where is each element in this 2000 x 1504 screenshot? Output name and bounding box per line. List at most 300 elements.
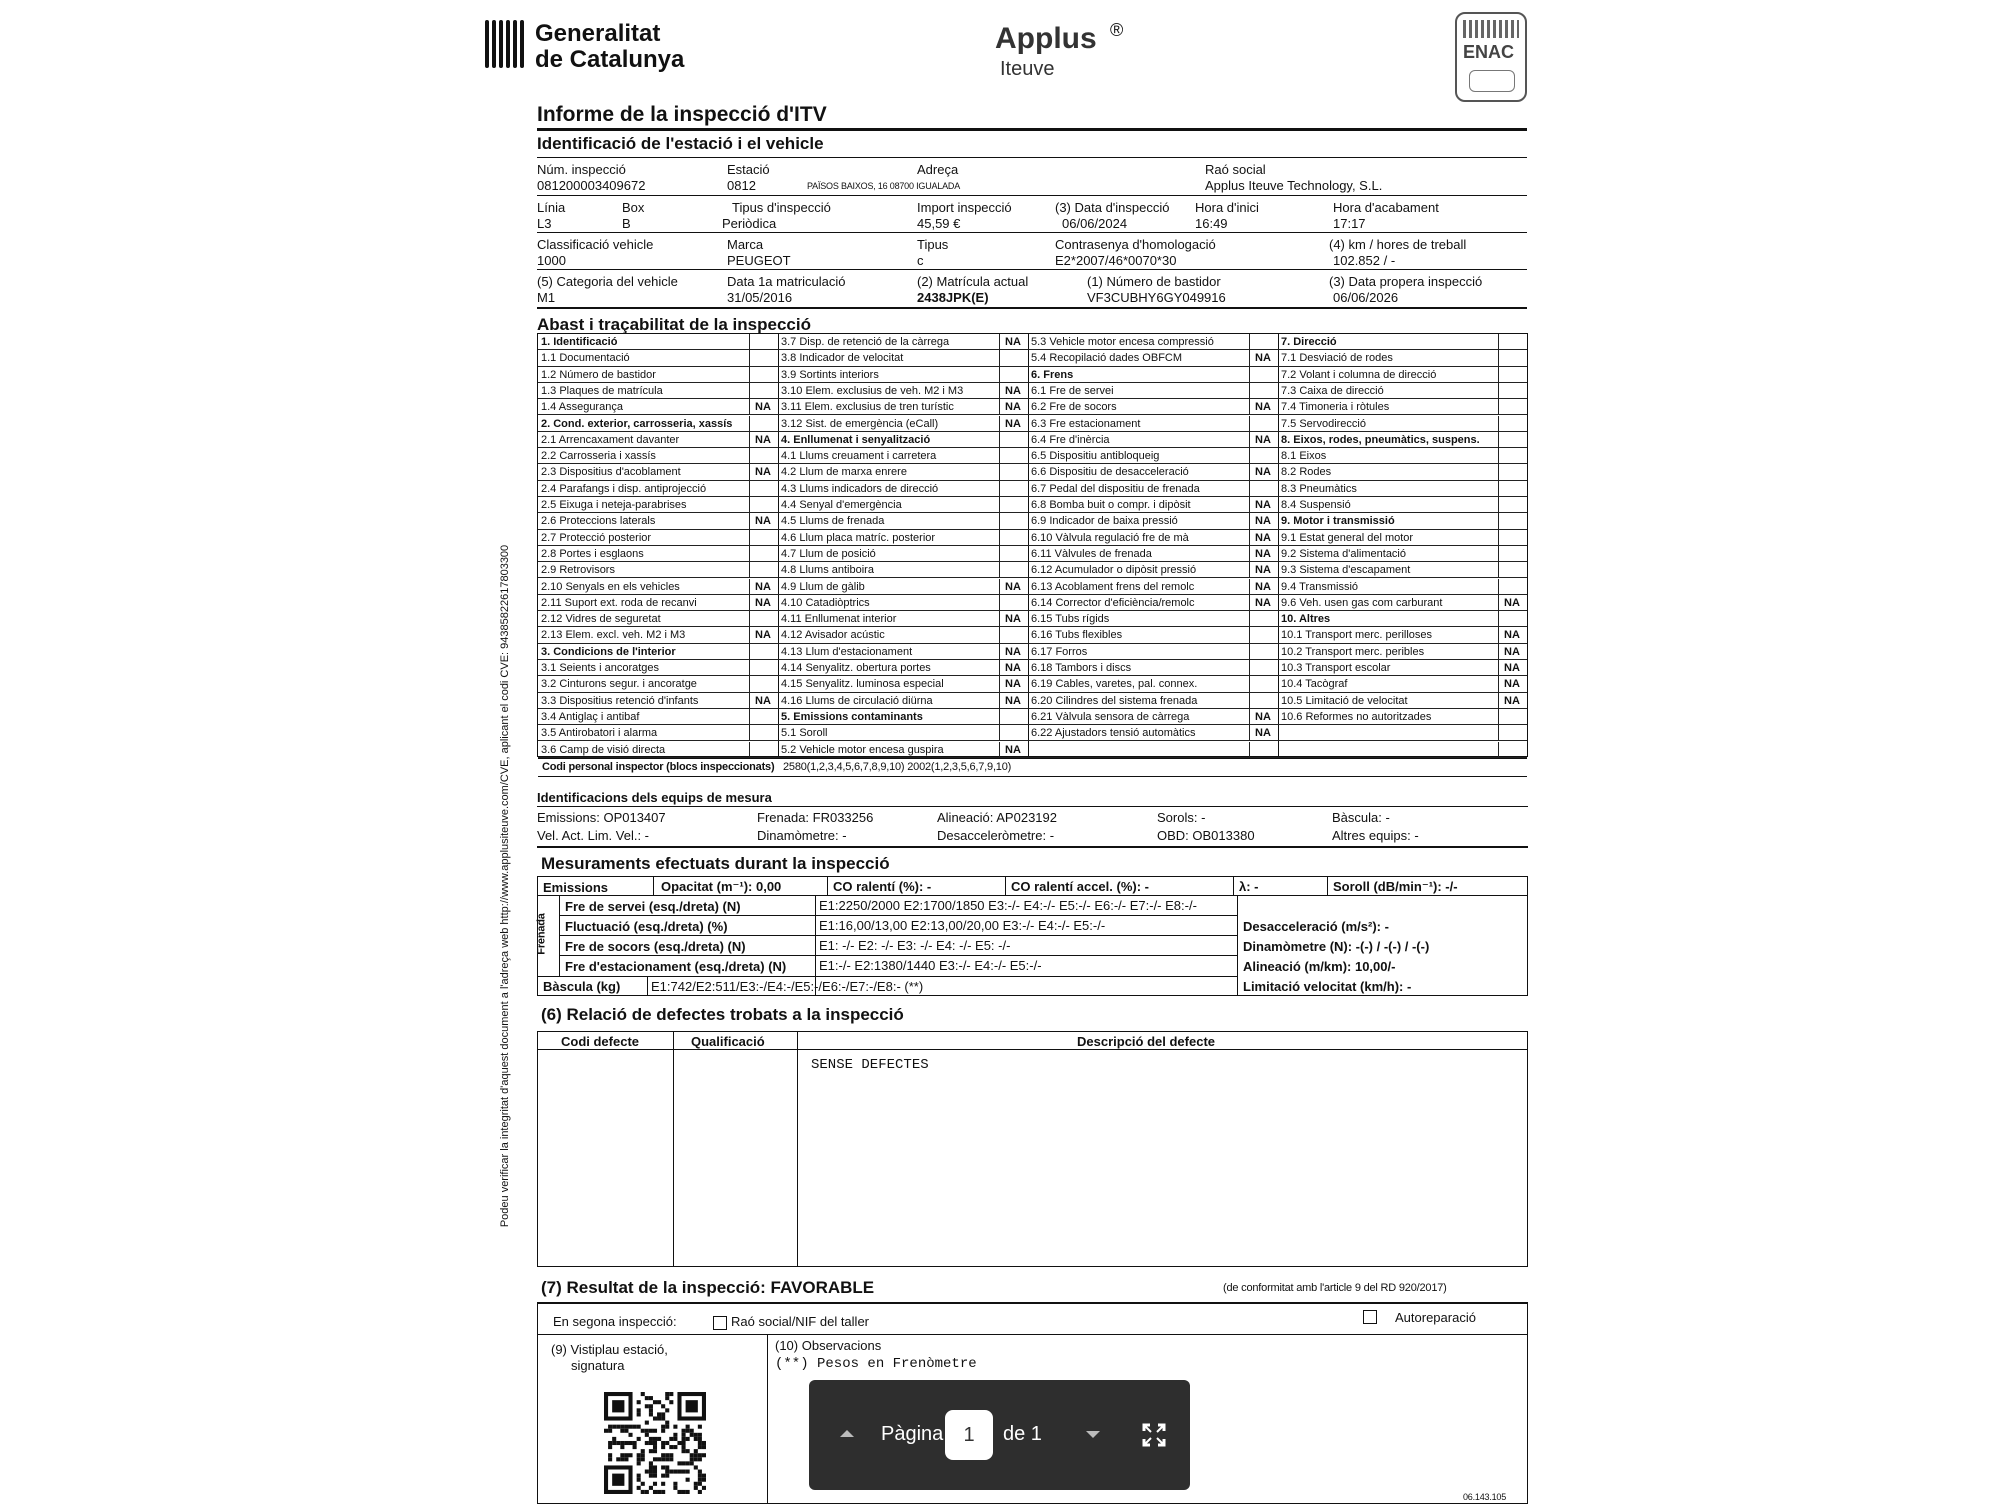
- checklist-item-cell: [1249, 644, 1278, 659]
- checklist-item: [538, 693, 778, 709]
- opacitat: Opacitat (m⁻¹): 0,00: [661, 879, 782, 894]
- checklist-item: [778, 579, 1028, 595]
- checklist-item-cell: [1249, 448, 1278, 463]
- checklist-item-cell: [1498, 725, 1527, 740]
- checklist-item: [1028, 513, 1278, 529]
- checklist-item-label: 3.5 Antirobatori i alarma: [541, 727, 658, 740]
- checklist-item-label: 1.1 Documentació: [541, 352, 630, 365]
- tipus-inspeccio: Periòdica: [722, 216, 777, 231]
- next-page-button[interactable]: [1081, 1422, 1105, 1446]
- checklist-item: [538, 350, 778, 366]
- checklist-item-cell: [1249, 481, 1278, 496]
- checklist-item-cell: [1498, 709, 1527, 724]
- checklist-item-na: NA: [999, 383, 1026, 398]
- checklist-item-na: NA: [1249, 432, 1276, 447]
- checklist-item: [1278, 627, 1527, 643]
- checklist-item-cell: [749, 350, 778, 365]
- checklist-item-na: NA: [999, 416, 1026, 431]
- checklist-item-cell: [1249, 383, 1278, 398]
- checklist-item-label: 8.2 Rodes: [1281, 466, 1332, 479]
- checklist-item-label: 6.3 Fre estacionament: [1031, 417, 1141, 430]
- checklist-item-label: 6.16 Tubs flexibles: [1031, 629, 1123, 642]
- checklist-item: [1278, 530, 1527, 546]
- checklist-item-label: 7.3 Caixa de direcció: [1281, 384, 1384, 397]
- checklist-item-label: 2.5 Eixuga i neteja-parabrises: [541, 499, 687, 511]
- equips-title: Identificacions dels equips de mesura: [537, 790, 772, 805]
- checklist-item-label: 1.3 Plaques de matrícula: [541, 384, 663, 397]
- checklist-item: [1028, 742, 1278, 758]
- checklist-item: [1028, 562, 1278, 578]
- checklist-item-label: 2.1 Arrencaxament davanter: [541, 433, 680, 446]
- checklist-item: [1278, 367, 1527, 383]
- checklist-item-label: 2.2 Carrosseria i xassís: [541, 450, 656, 463]
- checklist-item-label: 6.20 Cilindres del sistema frenada: [1031, 694, 1198, 707]
- checklist-item-na: NA: [1249, 709, 1276, 724]
- checklist-item: [778, 530, 1028, 546]
- checklist-item-label: 3. Condicions de l'interior: [541, 645, 676, 658]
- checklist-item-na: NA: [1249, 546, 1276, 561]
- checklist-item-cell: [749, 448, 778, 463]
- checklist-item-label: 1. Identificació: [541, 336, 618, 348]
- checklist-item-cell: [1498, 611, 1527, 626]
- checklist-item: [778, 448, 1028, 464]
- checklist-item-label: 6. Frens: [1031, 368, 1074, 381]
- checklist-col-2: [778, 334, 1029, 756]
- checklist-item: [1028, 627, 1278, 643]
- checklist-item-label: 2. Cond. exterior, carrosseria, xassís: [541, 417, 733, 430]
- checklist-item: [778, 709, 1028, 725]
- checklist-item-cell: [749, 644, 778, 659]
- checklist-item: [778, 497, 1028, 513]
- checklist-item-cell: [999, 546, 1028, 561]
- checklist-item-cell: [1498, 481, 1527, 496]
- checklist-item: [1278, 416, 1527, 432]
- checklist-item-label: 4.2 Llum de marxa enrere: [781, 466, 907, 479]
- checklist-item-na: NA: [1249, 497, 1276, 512]
- checklist-item: [778, 660, 1028, 676]
- checklist-item-label: 8.1 Eixos: [1281, 450, 1327, 463]
- checklist-item-cell: [999, 513, 1028, 528]
- checklist-item: [1028, 676, 1278, 692]
- checklist-item: [1278, 579, 1527, 595]
- checklist-item: [1278, 562, 1527, 578]
- checklist-item-label: 2.8 Portes i esglaons: [541, 547, 644, 560]
- checklist-item: [778, 725, 1028, 741]
- checklist-item-label: 4.5 Llums de frenada: [781, 515, 885, 528]
- resultat-title: (7) Resultat de la inspecció: FAVORABLE: [541, 1278, 875, 1297]
- checklist-item-na: NA: [749, 595, 776, 610]
- checklist-item-na: NA: [1498, 595, 1525, 610]
- page-number-input[interactable]: 1: [945, 1410, 993, 1460]
- checklist-item: [1028, 660, 1278, 676]
- checklist-item-na: NA: [1249, 399, 1276, 414]
- checklist-item-label: 3.9 Sortints interiors: [781, 368, 879, 381]
- checklist-item-label: 6.15 Tubs rígids: [1031, 613, 1110, 626]
- checklist-item-label: 6.8 Bomba buit o compr. i dipòsit: [1031, 499, 1191, 511]
- checklist-item-na: NA: [1249, 595, 1276, 610]
- checklist-item-label: 5.3 Vehicle motor encesa compressió: [1031, 336, 1214, 348]
- checklist-item-na: NA: [1249, 350, 1276, 365]
- checklist-item-na: NA: [1498, 676, 1525, 691]
- checklist-item-label: 10.1 Transport merc. perilloses: [1281, 629, 1433, 642]
- fre-servei-value: E1:2250/2000 E2:1700/1850 E3:-/- E4:-/- E5:-/- E6:-/- E7:-/- E8:-/-: [819, 898, 1197, 913]
- checklist-item-cell: [999, 709, 1028, 724]
- prev-page-button[interactable]: [835, 1422, 859, 1446]
- checklist-item-cell: [749, 546, 778, 561]
- checklist-item-cell: [999, 595, 1028, 610]
- checklist-item-cell: [1249, 693, 1278, 708]
- checklist-item-label: 4.14 Senyalitz. obertura portes: [781, 662, 931, 674]
- checklist-item: [778, 595, 1028, 611]
- checklist-item-label: 4.3 Llums indicadors de direcció: [781, 482, 939, 495]
- document-page: Generalitat de Catalunya Applus ® Iteuve ENAC Informe de la inspecció d'ITV Identificació de l'estació i el vehicle Núm. inspecció 081200003409672 Estació 0812 Adreça PAÏSOS BAIXOS, 16 08700 IGUALADA Raó social Applus Iteuve Technology, S.L. Línia L3 Box B Tipus d'inspecció Periòdica Import inspecció 45,59 € (3) Data d'inspecció 06/06/2024 Hora d'inici 16:49 Hora d'acabament 17:17 Classificació vehicle 1000 Marca PEUGEOT Tipus c Contrasenya d'homologació E2*2007/46*0070*30 (4) km / hores de treball 102.852 / - (5) Categoria del vehicle M1 Data 1a matriculació 31/05/2016 (2) Matrícula actual 2438JPK(E) (1) Número de bastidor VF3CUBHY6GY049916 (3) Data propera inspecció 06/06/2026 Abast i traçabilitat de la inspecció: [485, 10, 1545, 1500]
- checklist-item-label: 6.10 Vàlvula regulació fre de mà: [1031, 531, 1189, 544]
- checklist-item-cell: [749, 676, 778, 691]
- checklist-item: [778, 481, 1028, 497]
- checklist-item: [778, 334, 1028, 350]
- checklist-item-na: NA: [749, 627, 776, 642]
- checklist-item-na: NA: [1249, 513, 1276, 528]
- checklist-item-label: 2.4 Parafangs i disp. antiprojecció: [541, 482, 707, 495]
- checklist-item: [538, 611, 778, 627]
- checklist-item-label: 4.9 Llum de gàlib: [781, 580, 865, 593]
- checklist-item-label: 4.13 Llum d'estacionament: [781, 645, 913, 658]
- checklist-item-label: 10.4 Tacògraf: [1281, 678, 1348, 691]
- checklist-item-cell: [1498, 416, 1527, 431]
- rao-social: Applus Iteuve Technology, S.L.: [1205, 178, 1383, 193]
- checklist-item-na: NA: [749, 399, 776, 414]
- checklist-item: [1278, 660, 1527, 676]
- equips-block: Identificacions dels equips de mesura Emissions: OP013407 Frenada: FR033256 Alineació: AP023192 Sorols: - Bàscula: - Vel. Act. Lim. Vel.: - Dinamòmetre: - Desacceleròmetre: - OBD: OB013380 Altres equips: -: [537, 790, 1528, 850]
- adreca: PAÏSOS BAIXOS, 16 08700 IGUALADA: [807, 181, 961, 191]
- mesuraments-title: Mesuraments efectuats durant la inspecció: [541, 854, 890, 873]
- checklist-item-label: 10.5 Limitació de velocitat: [1281, 694, 1408, 707]
- checklist-item-cell: [999, 350, 1028, 365]
- checklist-item-cell: [1249, 416, 1278, 431]
- checklist-item: [538, 497, 778, 513]
- checklist-item-label: 9.2 Sistema d'alimentació: [1281, 547, 1406, 560]
- checklist-item: [1028, 595, 1278, 611]
- checklist-item: [778, 383, 1028, 399]
- checklist-item-label: 9.3 Sistema d'escapament: [1281, 564, 1411, 577]
- checklist-item-cell: [1498, 497, 1527, 512]
- checklist-item-cell: [1498, 562, 1527, 577]
- checklist-item-cell: [749, 481, 778, 496]
- checklist-item-cell: [749, 497, 778, 512]
- checklist-item-label: 4.12 Avisador acústic: [781, 629, 885, 642]
- checklist-item-na: NA: [1249, 530, 1276, 545]
- checklist-item-na: NA: [1498, 644, 1525, 659]
- checklist-item-label: 6.13 Acoblament frens del remolc: [1031, 580, 1195, 593]
- checklist-item-cell: [1498, 367, 1527, 382]
- checklist-item-label: 2.3 Dispositius d'acoblament: [541, 466, 681, 479]
- checklist-item-cell: [749, 334, 778, 349]
- checklist-item: [538, 676, 778, 692]
- chevron-down-icon: [1081, 1422, 1105, 1446]
- checklist-item: [778, 399, 1028, 415]
- checklist-item-label: 4.8 Llums antiboira: [781, 564, 874, 577]
- checklist-item-label: 6.18 Tambors i discs: [1031, 662, 1132, 674]
- checklist-item: [778, 676, 1028, 692]
- checklist-item-label: 4.4 Senyal d'emergència: [781, 499, 902, 511]
- estacio: 0812: [727, 178, 756, 193]
- checklist-item: [538, 383, 778, 399]
- checklist-item-label: 6.6 Dispositiu de desacceleració: [1031, 466, 1189, 479]
- fullscreen-button[interactable]: [1141, 1422, 1167, 1448]
- checklist-item: [538, 481, 778, 497]
- autoreparacio-checkbox[interactable]: [1363, 1310, 1377, 1324]
- checklist-item: [1278, 481, 1527, 497]
- checklist-item-label: 3.12 Sist. de emergència (eCall): [781, 417, 939, 430]
- checklist-item: [538, 448, 778, 464]
- checklist-item-cell: [1249, 611, 1278, 626]
- checklist-col-4: [1278, 334, 1527, 756]
- checklist-item-na: NA: [999, 693, 1026, 708]
- checklist-item-cell: [1498, 350, 1527, 365]
- checklist-item-cell: [999, 464, 1028, 479]
- checklist-item: [1028, 416, 1278, 432]
- checklist-item-na: NA: [1249, 725, 1276, 740]
- checklist-item-label: 6.9 Indicador de baixa pressió: [1031, 515, 1178, 528]
- checklist-item-label: 4. Enllumenat i senyalització: [781, 433, 931, 446]
- checklist-item-label: 3.11 Elem. exclusius de tren turístic: [781, 401, 954, 414]
- checklist-item: [1028, 334, 1278, 350]
- checklist-item: [1028, 367, 1278, 383]
- checklist-item-cell: [1249, 627, 1278, 642]
- checklist-item-label: 8. Eixos, rodes, pneumàtics, suspens.: [1281, 433, 1480, 446]
- checklist-item-na: NA: [749, 513, 776, 528]
- checklist-item-na: NA: [999, 399, 1026, 414]
- checklist-item-na: NA: [999, 660, 1026, 675]
- checklist-item: [1028, 383, 1278, 399]
- checklist-item: [1028, 448, 1278, 464]
- checklist-item-na: NA: [749, 579, 776, 594]
- checklist-item-cell: [749, 725, 778, 740]
- checklist-item: [1028, 644, 1278, 660]
- checklist-item-label: 6.21 Vàlvula sensora de càrrega: [1031, 710, 1190, 723]
- checklist-item: [778, 611, 1028, 627]
- checklist-item: [1278, 399, 1527, 415]
- checklist-item: [538, 644, 778, 660]
- checklist-item: [778, 432, 1028, 448]
- checklist-item-na: NA: [999, 742, 1026, 757]
- checklist-item: [1028, 350, 1278, 366]
- checklist-item-label: 2.10 Senyals en els vehicles: [541, 580, 680, 593]
- checklist-item-cell: [1498, 383, 1527, 398]
- checklist-item-cell: [1498, 579, 1527, 594]
- footer-code: 06.143.105: [1463, 1492, 1507, 1502]
- defectes-block: (6) Relació de defectes trobats a la inspecció Codi defecte Qualificació Descripció del defecte SENSE DEFECTES: [537, 1005, 1528, 1270]
- checklist-item: [538, 742, 778, 758]
- checklist-item-label: 9. Motor i transmissió: [1281, 515, 1395, 528]
- checklist-item: [1028, 611, 1278, 627]
- enac-seal: ENAC: [1455, 12, 1527, 102]
- chevron-up-icon: [835, 1422, 859, 1446]
- checklist-item-cell: [749, 530, 778, 545]
- checklist-item-label: 3.7 Disp. de retenció de la càrrega: [781, 336, 950, 348]
- checklist-item-cell: [999, 497, 1028, 512]
- checklist-item: [778, 416, 1028, 432]
- checklist-item: [1278, 546, 1527, 562]
- checklist-item-cell: [1498, 448, 1527, 463]
- qr-code-icon: [604, 1392, 706, 1494]
- checklist-item-label: 10.6 Reformes no autoritzades: [1281, 710, 1432, 723]
- checklist-item-label: 9.1 Estat general del motor: [1281, 531, 1414, 544]
- checklist-item: [538, 595, 778, 611]
- checklist-item: [778, 546, 1028, 562]
- checklist-item-label: 1.2 Número de bastidor: [541, 368, 656, 381]
- checklist-item: [1278, 497, 1527, 513]
- checklist-item-cell: [999, 562, 1028, 577]
- checklist-item-cell: [1498, 513, 1527, 528]
- checklist-item-label: 3.4 Antiglaç i antibaf: [541, 710, 640, 723]
- checklist-item-cell: [999, 448, 1028, 463]
- checklist-item-label: 3.10 Elem. exclusius de veh. M2 i M3: [781, 384, 964, 397]
- checklist-item-cell: [749, 383, 778, 398]
- defectes-title: (6) Relació de defectes trobats a la inspecció: [541, 1005, 904, 1024]
- checklist-item-label: 6.1 Fre de servei: [1031, 384, 1114, 397]
- checklist-item-cell: [1249, 367, 1278, 382]
- codi-inspector-row: Codi personal inspector (blocs inspeccionats) 2580(1,2,3,4,5,6,7,8,9,10) 2002(1,2,3,5,6,7,9,10): [538, 758, 1527, 777]
- checklist-item-na: NA: [1498, 693, 1525, 708]
- checklist-item: [1278, 334, 1527, 350]
- matricula: 2438JPK(E): [917, 290, 989, 305]
- checklist-item-cell: [749, 742, 778, 757]
- checklist-item-label: 6.12 Acumulador o dipòsit pressió: [1031, 564, 1197, 577]
- section-title-abast: Abast i traçabilitat de la inspecció: [537, 315, 811, 334]
- checklist-item: [778, 742, 1028, 758]
- checklist-item: [1028, 497, 1278, 513]
- checklist-item: [538, 627, 778, 643]
- checklist-item-cell: [999, 481, 1028, 496]
- checklist-item: [778, 350, 1028, 366]
- checklist-item-label: 5.1 Soroll: [781, 727, 828, 740]
- checklist-item-label: 4.11 Enllumenat interior: [781, 613, 897, 626]
- checklist-item: [538, 660, 778, 676]
- checklist-item: [1028, 725, 1278, 741]
- checklist-item: [1028, 579, 1278, 595]
- checklist-item-label: 7. Direcció: [1281, 336, 1337, 348]
- checklist-item: [1278, 448, 1527, 464]
- checklist-item: [1278, 350, 1527, 366]
- checklist-item-label: 2.11 Suport ext. roda de recanvi: [541, 596, 697, 609]
- checklist-item-label: 7.5 Servodirecció: [1281, 417, 1366, 430]
- checklist-item-label: 10. Altres: [1281, 613, 1331, 626]
- checklist-item: [538, 546, 778, 562]
- checklist-item-label: 4.16 Llums de circulació diürna: [781, 694, 933, 707]
- checklist-item-cell: [749, 709, 778, 724]
- section-title-identificacio: Identificació de l'estació i el vehicle: [537, 134, 824, 153]
- checklist-item: [1028, 709, 1278, 725]
- side-verification-note: Podeu verificar la integritat d'aquest document a l'adreça web http://www.applusiteuve.com/CVE, aplicant el codi CVE: 94385822617803300: [499, 544, 511, 1228]
- checklist-item: [538, 432, 778, 448]
- checklist-item-na: NA: [1249, 579, 1276, 594]
- checklist-item: [778, 627, 1028, 643]
- checklist-item-label: 2.7 Protecció posterior: [541, 531, 652, 544]
- checklist-item: [1028, 481, 1278, 497]
- checklist-item-label: 1.4 Assegurança: [541, 401, 623, 414]
- checklist-item-label: 5.4 Recopilació dades OBFCM: [1031, 352, 1183, 365]
- checklist-item: [778, 513, 1028, 529]
- fullscreen-icon: [1141, 1422, 1167, 1448]
- checklist-item-cell: [1498, 742, 1527, 757]
- checklist-item-cell: [749, 416, 778, 431]
- checklist-item-na: NA: [1498, 627, 1525, 642]
- checklist-item-na: NA: [1249, 562, 1276, 577]
- num-inspeccio: 081200003409672: [537, 178, 646, 193]
- checklist-item: [1028, 464, 1278, 480]
- checklist-item: [538, 709, 778, 725]
- checklist-item-na: NA: [999, 611, 1026, 626]
- checklist-item: [538, 513, 778, 529]
- checklist-item-label: 2.13 Elem. excl. veh. M2 i M3: [541, 629, 686, 642]
- checklist-item-label: 5.2 Vehicle motor encesa guspira: [781, 743, 944, 756]
- checklist-item-cell: [1498, 432, 1527, 447]
- checklist-item: [538, 725, 778, 741]
- checklist-item: [1278, 464, 1527, 480]
- checklist-item-label: 4.10 Catadiòptrics: [781, 596, 870, 609]
- checklist-item-label: 6.17 Forros: [1031, 645, 1088, 658]
- checklist-item-cell: [1498, 530, 1527, 545]
- checklist-item-label: 6.22 Ajustadors tensió automàtics: [1031, 727, 1196, 740]
- checklist-item: [538, 416, 778, 432]
- checklist-item: [1278, 383, 1527, 399]
- checklist-item-label: 8.4 Suspensió: [1281, 499, 1351, 511]
- rao-taller-checkbox[interactable]: [713, 1316, 727, 1330]
- checklist-item-na: NA: [999, 579, 1026, 594]
- checklist-item: [1278, 709, 1527, 725]
- page-label: Pàgina: [881, 1423, 944, 1445]
- checklist-item-label: 2.12 Vidres de seguretat: [541, 613, 661, 626]
- generalitat-name-line1: Generalitat: [535, 20, 661, 47]
- checklist-item-label: 7.1 Desviació de rodes: [1281, 352, 1393, 365]
- checklist-item: [778, 367, 1028, 383]
- checklist-item: [538, 399, 778, 415]
- import-inspeccio: 45,59 €: [917, 216, 961, 231]
- checklist-item-label: 3.1 Seients i ancoratges: [541, 662, 660, 674]
- checklist-item: [538, 579, 778, 595]
- checklist-item-cell: [1498, 334, 1527, 349]
- checklist-item-na: NA: [749, 693, 776, 708]
- defect-description: SENSE DEFECTES: [811, 1057, 929, 1073]
- checklist-item-label: 6.4 Fre d'inèrcia: [1031, 433, 1110, 446]
- checklist-item-label: 9.6 Veh. usen gas com carburant: [1281, 596, 1443, 609]
- checklist-item-cell: [749, 367, 778, 382]
- checklist-item-label: 7.4 Timoneria i ròtules: [1281, 401, 1390, 414]
- checklist-item-na: NA: [1498, 660, 1525, 675]
- checklist-item-label: 6.2 Fre de socors: [1031, 401, 1117, 414]
- checklist-item: [1278, 693, 1527, 709]
- checklist-item-label: 4.6 Llum placa matríc. posterior: [781, 531, 936, 544]
- checklist-col-1: [538, 334, 779, 756]
- checklist-item-label: 6.11 Vàlvules de frenada: [1031, 547, 1152, 560]
- page-of-label: de 1: [1003, 1423, 1042, 1445]
- checklist-item-cell: [749, 660, 778, 675]
- checklist-item: [778, 464, 1028, 480]
- checklist-item-label: 4.7 Llum de posició: [781, 547, 876, 560]
- checklist-item: [1028, 399, 1278, 415]
- checklist-item-cell: [1498, 546, 1527, 561]
- checklist-item-na: NA: [749, 432, 776, 447]
- checklist-item-label: 10.2 Transport merc. peribles: [1281, 645, 1425, 658]
- checklist-item-cell: [1498, 464, 1527, 479]
- checklist-item-cell: [999, 725, 1028, 740]
- checklist-item-label: 2.6 Proteccions laterals: [541, 515, 656, 528]
- checklist-item-cell: [749, 562, 778, 577]
- checklist-item-na: NA: [749, 464, 776, 479]
- km: 102.852 / -: [1333, 253, 1396, 268]
- checklist-item: [1278, 595, 1527, 611]
